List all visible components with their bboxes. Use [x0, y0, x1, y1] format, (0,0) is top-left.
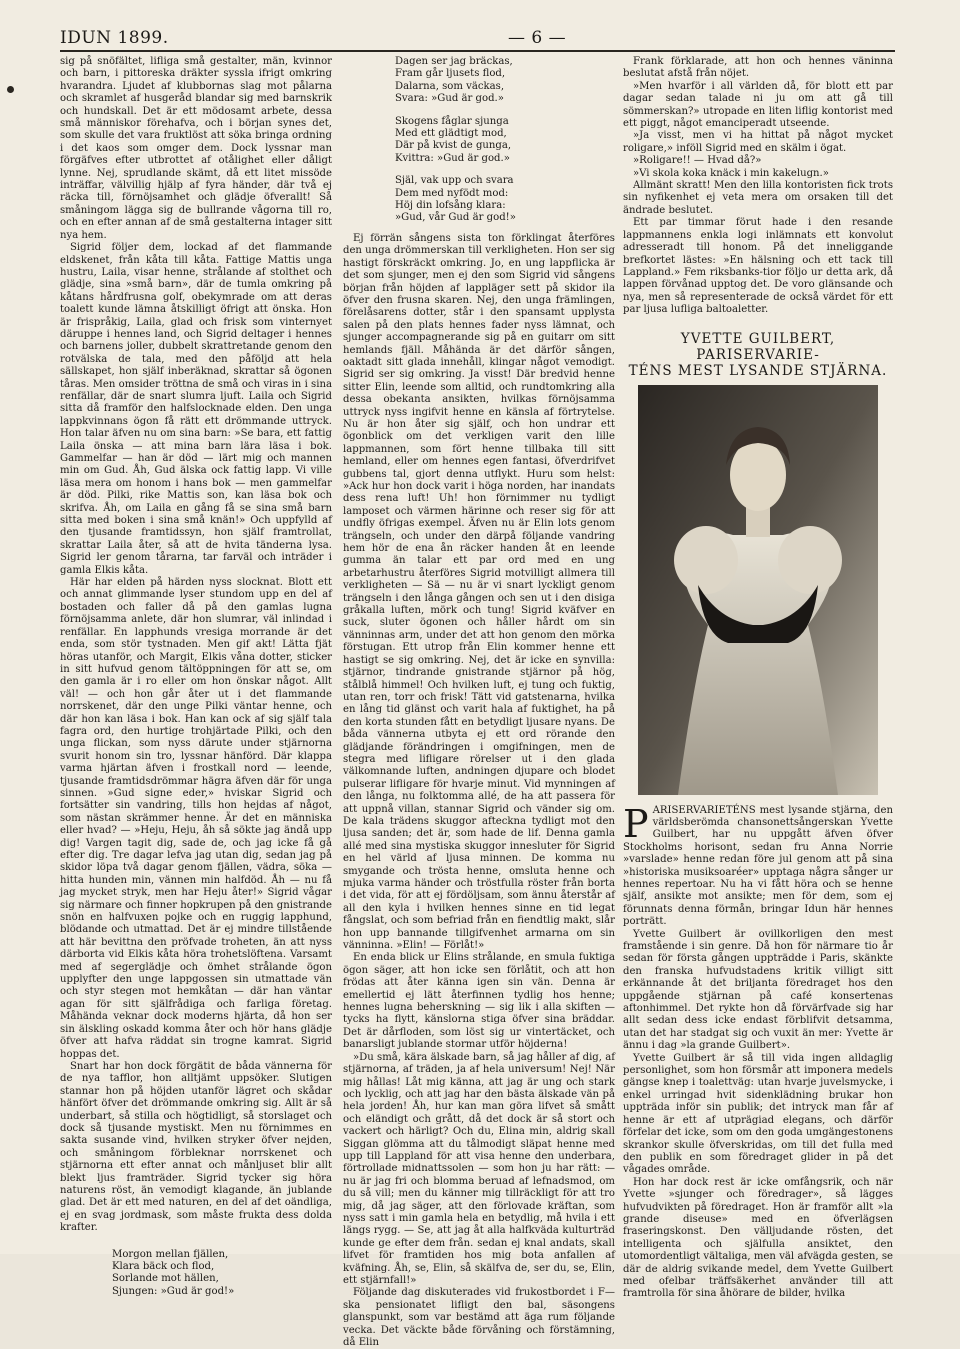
paragraph: Frank förklarade, att hon och hennes väninna beslutat afstå från nöjet.: [623, 56, 893, 80]
paragraph: Sigrid följer dem, lockad af det flammande eldskenet, från kåta till kåta. Fattige Mattis unga hustru, Laila, visar henne, strålande af stolthet och glädje, sina »små barn», där de tumla omkring på kåtans hårdfrusna golf, obekymrade om att deras toalett kunde lämna åtskilligt öfrigt att önska. Hon är frispråkig, Laila, glad och frisk som vinternyet däruppe i hennes land, och Sigrid deltager i hennes och barnens joller, dubbelt skrattretande genom den rotvälska de tala, med den påföljd att hela sällskapet, hon själf inberäknad, skrattar så ögonen tåras. Men omsider tröttna de små och viras in i sina renfällar, där de snart slumra ljuft. Laila och Sigrid sitta då framför den halfslocknade elden. Den unga lappkvinnans ögon få rätt ett drömmande uttryck. Hon talar äfven nu om sina barn: »Se bara, ett fattig Laila önska — att mina barn lära läsa i bok. Gammelfar — han är död — lärt mig och mannen min om Gud. Åh, Gud älska ock fattig lapp. Vi ville läsa mera om honom i hans bok — men gammelfar är död. Pilki, rike Mattis son, kan läsa bok och skrifva. Åh, om Laila en gång få se sina små barn sitta med boken i sina små knän!» Och uppfylld af den tjusande framtidssyn, hon själf framtrollat, skrattar Laila åter, så att de hvita tänderna lysa. Sigrid ler genom tårarna, tar farväl och inträder i gamla Elkis kåta.: [60, 242, 332, 576]
poem-line: Kvittra: »Gud är god.»: [395, 152, 510, 164]
poem-line: Skogens fåglar sjunga: [395, 115, 509, 127]
paragraph: Ej förrän sångens sista ton förklingat återföres den unga drömmerskan till verkligheten. Hon ser sig hastigt förskräckt omkring. Jo, en ung lappflicka är det som sjunger, men ej den som Sigrid vid sångens början från höjden af lappläger sett på skidor ila öfver den frusna skaren. Nej, den unga främlingen, förelåsarens dotter, står i den spansamt upplysta salen på den plats hennes fader nyss lämnat, och sjunger accompagnerande sig på en guitarr om sitt hemlands fjäll. Måhända är det därför sången, oaktadt sitt glada innehåll, klingar något vemodigt. Sigrid ser sig omkring. Ja visst! Där bredvid henne sitter Elin, leende som alltid, och rundtomkring alla dessa obekanta ansikten, hvilkas förnöjsamma uttryck nyss ingifvit henne en känsla af förtrytelse. Nu är hon åter sig själf, och hon undrar ett ögonblick om det verkligen varit den lille lappmannen, som fört henne tillbaka till sitt hemland, eller om hennes egen fantasi, öfverdrifvet gubbens tal, gjort denna utflykt. Huru som helst: »Ack hur hon dock varit i höga norden, har inandats dess rena luft! Uh! hon förnimmer nu tydligt lamposet och värmen härinne och reser sig för att undfly öfrigas exempel. Äfven nu är Elin lots genom trängseln, och under den därpå följande vandring hem hör de ena ån räcker handen åt en leende gumma än talar ett par ord med en ung arbetarhustru återföres Sigrid motvilligt allmera till verkligheten — Sä — nu är vi snart lyckligt genom trängseln i den långa gången och sen ut i den disiga gråkalla luften, mörk och tung! Sigrid kväfver en suck, sluter ögonen och håller hårdt om sin vänninnas arm, under det att hon genom den mörka förstugan. Ett utrop från Elin kommer henne ett hastigt se sig omkring. Nej, det är icke en synvilla: stjärnor, tindrande gnistrande stjärnor på hög, stålblå himmel! Och hvilken luft, ej tung och fuktig, utan ren, torr och frisk! Tätt vid gatstenarna, hvilka en lång tid glänst och varit hala af fuktighet, ha på den korta stunden fått en betydligt ljusare nyans. De båda vännerna utbyta ej ett ord rörande den glädjande förändringen i omgifningen, men de stegra med lifligare rörelser ut i den glada välkomnande luften, andningen djupare och blodet pulserar lifligare för hvarje minut. Vid mynningen af den långa, nu folktomma allé, de ha att passera för att uppnå villan, stannar Sigrid och vänder sig om. De kala trädens skuggor afteckna tydligt mot den ljusa sanden; det är, som hade de lif. Denna gamla allé med sina mystiska skuggor innesluter för Sigrid en hel värld af ljusa minnen. De komma nu smygande och trösta henne, omsluta henne och mjuka varma händer och tröstfulla röster från borta i det vida, för att ej fördöljsam, som ännu återstår af all den kyla i hvilken hennes sinne en tid legat fångslat, och som befriad från en fiendtlig makt, slår hon upp bannande tillgifvenhet armarna om sin vänninna. »Elin! — Förlåt!»: [343, 232, 615, 952]
column-2: [343, 56, 615, 1349]
poem: [395, 56, 615, 225]
poem-line: Klara bäck och flod,: [112, 1261, 215, 1272]
column-3: [623, 56, 893, 1300]
poem-line: Själ, vak upp och svara: [395, 175, 514, 187]
poem-stanza: [112, 1249, 332, 1299]
binding-hole-mark: [7, 86, 14, 93]
article-lead: PARISERVARIETÉNS mest lysande stjärna, den världsberömda chansonettsångerskan Yvette Guilbert, har nu uppgått äfven öfver Stockholms horisont, sedan fru Anna Norrie »varslade» henne redan före jul genom att på sina »historiska musiksoaréer» upptaga några sånger ur hennes repertoar. Nu ha vi fått höra och se henne själf, ansikte mot ansikte; men för dem, som ej förunnats denna förmån, bringar Idun här hennes porträtt.: [623, 801, 893, 928]
paragraph: Hon har dock rest är icke omfångsrik, och när Yvette »sjunger och föredrager», så lägges hufvudvikten på föredraget. Hon är framför allt »la grande diseuse» med en öfverlägsen fraseringskonst. Den välljudande rösten, det intelligenta och själfulla ansiktet, den utomordentligt vältaliga, men väl afvägda gesten, se där de aldrig svikande medel, dem Yvette Guilbert med ofelbar träffsäkerhet använder till att framtrolla för sina åhörare de bilder, hvilka: [623, 1176, 893, 1300]
poem-line: Dem med nyfödt mod:: [395, 187, 509, 199]
poem-line: Morgon mellan fjällen,: [112, 1248, 229, 1260]
paragraph: Yvette Guilbert är ovillkorligen den mest framstående i sin genre. Då hon för närmare tio år sedan för första gången uppträdde i Paris, skänkte den franska hufvudstadens kritik villigt sitt erkännande åt det briljanta föredraget hos den uppgående stjärnan på café konsertenas aftonhimmel. Det rykte hon då förvärfvade sig har allt sedan dess icke endast förblifvit detsamma, utan det har stadgat sig och vuxit än mer: Yvette är ännu i dag »la grande Guilbert».: [623, 928, 893, 1052]
left-sleeve: [674, 526, 738, 594]
poem-line: Svara: »Gud är god.»: [395, 93, 504, 105]
paragraph: »Du små, kära älskade barn, så jag håller af dig, af stjärnorna, af träden, ja af hela universum! Nej! När mig hållas! Låt mig känna, att jag är ung och stark och lycklig, och att jag har den bästa älskade vän på hela jorden! Åh, hur kan man göra lifvet så smått och eländigt och grått, då det dock är så stort och vackert och härligt? Och du, Elina min, aldrig skall Siggan glömma att du tålmodigt släpat henne med upp till Lappland för att visa henne den underbara, förtrollade midnattssolen — som hon ju har rätt: — nu är jag fri och blomma beruad af lefnadsmod, om du så vill; men du känner mig tillräckligt för att tro mig, då jag säger, att den förlovade kräftan, som nyss satt i min gamla hela en betydlig, må hvila i ett längs rygg. — Se, att jag åt alla halfkväda kulturträd kunde ge efter dem från. sedan ej knal andats, skall lifvet för framtiden hos mig bota anfallen af kväfning. Åh, se, Elin, så skälfva de, ser du, se, Elin, ett stjärnfall!»: [343, 1051, 615, 1286]
poem-line: Sorlande mot hällen,: [112, 1273, 219, 1285]
publication-date: IDUN 1899.: [60, 28, 169, 48]
paragraph: »Ja visst, men vi ha hittat på något mycket roligare,» inföll Sigrid med en skälm i ögat.: [623, 130, 893, 154]
poem-line: Med ett glädtigt mod,: [395, 128, 507, 140]
poem-line: Där på kvist de gunga,: [395, 140, 512, 152]
right-sleeve: [778, 526, 842, 594]
page-number: — 6 —: [508, 28, 567, 48]
column-1: [60, 56, 332, 1297]
paragraph: Snart har hon dock förgätit de båda vännerna för de nya tafflor, hon alltjämt uppsöker. Slutigen stannar hon på höjden utanför lägret och skådar hänfört öfver det drömmande omkring sig. Allt är så underbart, så stilla och högtidligt, så storslaget och dock så tjusande mystiskt. Men nu förnimmes en sakta susande vind, hvilken stryker öfver nejden, och småningom förbleknar norrskenet och stjärnorna ett efter annat och månljuset blir allt blekt ljus framträder. Sigrid tycker sig höra naturens röst, än vemodigt klagande, än jublande glad. Det är ett med naturen, en del af det oändliga, ej en svag jordmask, som måste frukta dess dolda krafter.: [60, 1060, 332, 1234]
portrait-headline: [623, 331, 893, 379]
paragraph: Följande dag diskuterades vid frukostbordet i F—ska pensionatet lifligt den bal, säsongens glanspunkt, som var bestämd att äga rum följande vecka. Det väckte både förvåning och förstämning, då Elin: [343, 1287, 615, 1349]
portrait-headline-line: YVETTE GUILBERT, PARISERVARIE-: [680, 330, 836, 363]
poem-line: Dagen ser jag bräckas,: [395, 56, 513, 67]
paragraph: Här har elden på härden nyss slocknat. Blott ett och annat glimmande lyser stundom upp en del af bostaden och faller då på den gamlas lugna förnöjsamma anlete, där hon slumrar, väl inlindad i renfällar. En lapphunds vresiga morrande är det enda, som stör tystnaden. Men gif akt! Lätta fjät höras utanför, och Margit, Elkis våna dotter, sticker in sitt hufvud genom tältöppningen för att se, om den gamla är i ro eller om hon önskar något. Allt väl! — och hon går åter ut i det flammande norrskenet, där den unge Pilki väntar henne, och där hon kan läsa i bok. Han kan ock af sig själf tala fagra ord, den hurtige trohjärtade Pilki, och den unga flickan, som nyss därute under stjärnorna svurit honom sin tro, lyssnar hänförd. Där klappa varma hjärtan äfven i frostkall nord — leende, tjusande framtidsdrömmar hägra äfven där för unga sinnen. »Gud signe eder,» hviskar Sigrid och fortsätter sin vandring, tills hon hejdas af något, som nästan skrämmer henne. Är det en människa eller hvad? — »Heju, Heju, åh så sökte jag ändå upp dig! Vargen tagit dig, sade de, och jag icke få gå efter dig. Tre dagar lefva jag utan dig, sedan jag på skidor löpa två dagar genom fjällen, vädra, söka — hitta hunden min, vännen min halfdöd. Åh — nu få jag mycket stryk, men har Heju åter!» Sigrid vågar sig närmare och finner hopkrupen på den gnistrande snön en halfvuxen pojke och en ruggig lapphund, blödande och utmattad. Det är ej mindre tillstående att här bevittna den pröfvade troheten, än att nyss därborta vid Elkis kåta höra trohetslöftena. Varsamt med af segerglädje och ömhet strålande ögon upplyfter den unge lappgossen sin utmattade vän och styr stegen mot hemkåtan — där han väntar agan för sitt själfrådiga och farliga företag. Måhända veknar dock moderns hjärta, då hon ser sin älskling oskadd komma åter och hör hans glädje öfver att hafva räddat sin trogne kamrat. Sigrid hoppas det.: [60, 577, 332, 1060]
paragraph: En enda blick ur Elins strålande, en smula fuktiga ögon säger, att hon icke sen förlåtit, och att hon frödas att åter känna igen sin vän. Denna är emellertid ej lätt återfinnen tydlig hos henne; hennes lugna beherskning — sig lik i alla skiften — tycks ha flytt, känslorna stiga öfver sina bräddar. Det är dårfloden, som löst sig ur vintertäcket, och banarsligt jublande stormar utför höjderna!: [343, 952, 615, 1051]
poem-line: Fram går ljusets flod,: [395, 68, 506, 80]
poem-line: Dalarna, som väckas,: [395, 80, 505, 92]
portrait-headline-line: TÉNS MEST LYSANDE STJÄRNA.: [628, 362, 888, 379]
paragraph: Ett par timmar förut hade i den resande lappmannens enkla logi inlämnats ett konvolut adresseradt till honom. På det inneliggande brefkortet lästes: »En hälsning och ett tack till Lappland.» Fem riksbanks-tior följo ur detta ark, då lappen förvånad upptog det. De voro glänsande och nya, men så representerade de också värdet för ett par ljusa lufliga baltoaletter.: [623, 217, 893, 316]
drop-cap: P: [623, 801, 649, 846]
paragraph: Allmänt skratt! Men den lilla kontoristen fick trots sin nyfikenhet ej veta mera om orsaken till det ändrade beslutet.: [623, 180, 893, 216]
paragraph: Yvette Guilbert är så till vida ingen alldaglig personlighet, som hon försmår att imponera medels gängse knep i toalettväg: utan hvarje juvelsmycke, i enkel urringad hvit sidenklädning brukar hon uppträda inför sin publik; det intryck man får af henne är ett af utprägiad elegans, och därför förfelar det icke, som om den goda umgängestonens skrankor skulle öfverskridas, om till det fulla med den publik en som föredraget glider in på det vågades område.: [623, 1052, 893, 1176]
face: [730, 439, 786, 511]
poem-line: Höj din lofsång klara:: [395, 200, 506, 212]
paragraph: »Roligare!! — Hvad då?»: [633, 155, 762, 167]
portrait-engraving: [638, 385, 878, 795]
paragraph: sig på snöfältet, lifliga små gestalter, män, kvinnor och barn, i pittoreska dräkter syssla ifrigt omkring hvarandra. Ljudet af klubbornas slag mot pålarna och skramlet af husgeråd blandar sig med barnskrik och hundskall. Det är ett mödosamt arbete, dessa små människor förehafva, och i början synes det, som skulle det vara fruktlöst att söka bringa ordning i det kaos som omger dem. Dock lyssnar man förgäfves efter utbrottet af otålighet eller dåligt lynne. Nej, sprudlande skämt, då ett litet missöde inträffar, välvillig hjälp af fyra händer, där två ej räcka till, förnöjsamhet och glädje öfverallt! Så småningom lägga sig de bullrande vågorna till ro, och en efter annan af de små gestalterna intager sitt nya hem.: [60, 56, 332, 241]
paragraph: »Vi skola koka knäck i min kakelugn.»: [633, 167, 829, 179]
paragraph: »Men hvarför i all världen då, för blott ett par dagar sedan talade ni ju om att gå till sömmerskan?» utropade en liten liflig kontorist med ett piggt, något emanciperadt utseende.: [623, 80, 893, 130]
page-header: [60, 26, 895, 52]
poem-line: »Gud, vår Gud är god!»: [395, 212, 516, 224]
poem-line: Sjungen: »Gud är god!»: [112, 1285, 235, 1297]
